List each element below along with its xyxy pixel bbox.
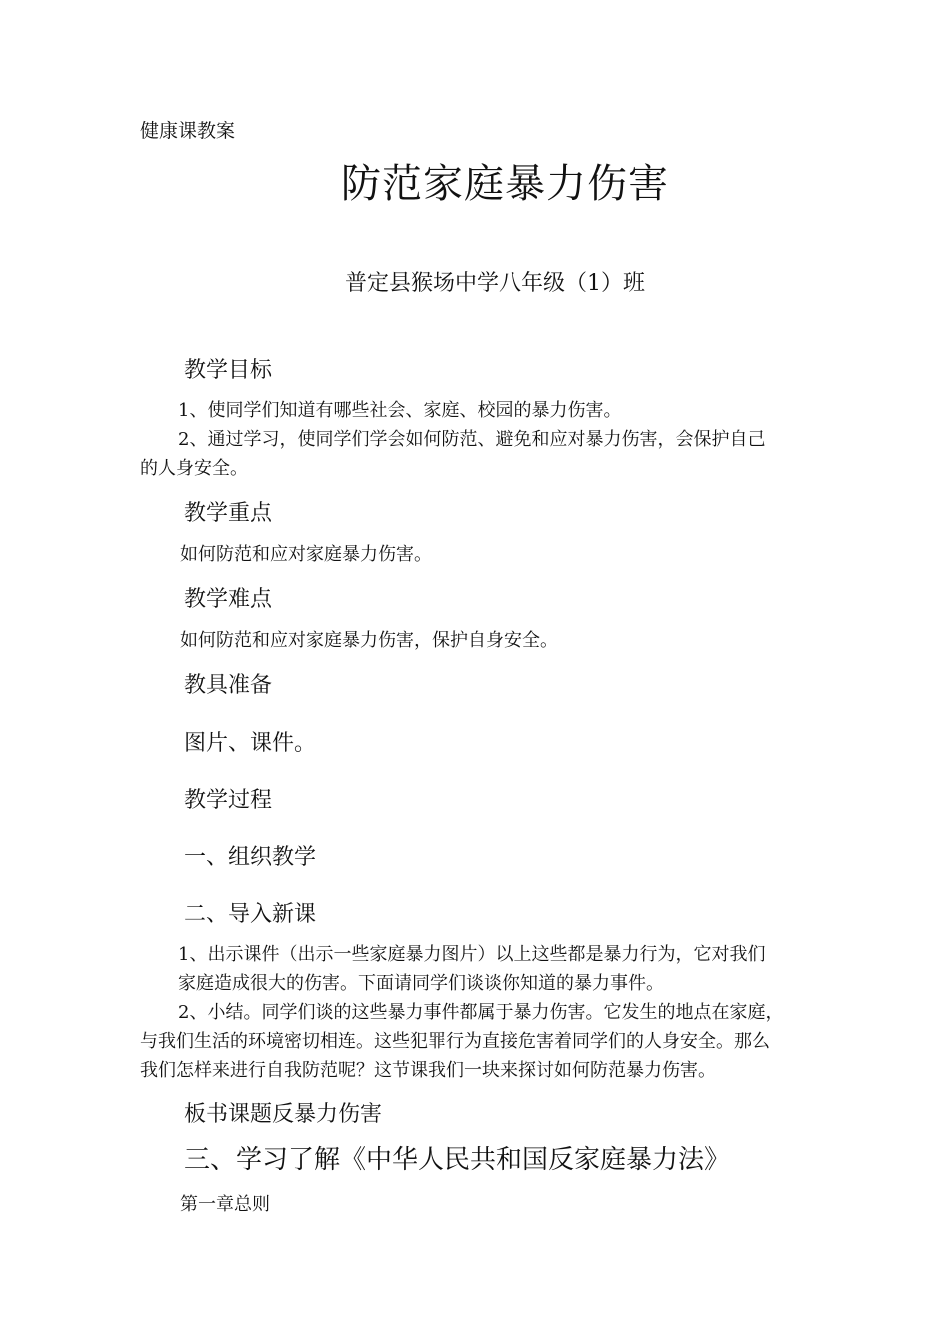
process-step-1: 一、组织教学	[184, 845, 317, 870]
key-point-text: 如何防范和应对家庭暴力伤害。	[180, 544, 432, 565]
intro-p2-line-1: 2、小结。同学们谈的这些暴力事件都属于暴力伤害。它发生的地点在家庭，	[178, 1002, 784, 1023]
header-label: 健康课教案	[140, 120, 236, 142]
chapter-title: 第一章总则	[180, 1194, 270, 1215]
materials-heading: 教具准备	[184, 673, 273, 698]
board-topic: 板书课题反暴力伤害	[184, 1102, 383, 1127]
materials-text: 图片、课件。	[184, 731, 317, 756]
process-step-3: 三、学习了解《中华人民共和国反家庭暴力法》	[184, 1145, 731, 1175]
objective-item-1: 1、使同学们知道有哪些社会、家庭、校园的暴力伤害。	[178, 400, 622, 421]
class-subtitle: 普定县猴场中学八年级（1）班	[345, 271, 645, 296]
objective-item-2-line-1: 2、通过学习，使同学们学会如何防范、避免和应对暴力伤害，会保护自己	[178, 429, 766, 450]
objectives-heading: 教学目标	[184, 358, 273, 383]
objectives-list	[140, 396, 808, 483]
intro-p1-line-2: 家庭造成很大的伤害。下面请同学们谈谈你知道的暴力事件。	[178, 973, 664, 994]
difficulty-text: 如何防范和应对家庭暴力伤害，保护自身安全。	[180, 630, 558, 651]
difficulty-heading: 教学难点	[184, 587, 273, 612]
intro-paragraph-1	[140, 940, 808, 998]
intro-p1-line-1: 1、出示课件（出示一些家庭暴力图片）以上这些都是暴力行为，它对我们	[178, 944, 766, 965]
intro-p2-line-3: 我们怎样来进行自我防范呢？这节课我们一块来探讨如何防范暴力伤害。	[140, 1060, 716, 1081]
document-title: 防范家庭暴力伤害	[341, 161, 669, 207]
objective-item-2-line-2: 的人身安全。	[140, 458, 248, 479]
key-point-heading: 教学重点	[184, 501, 273, 526]
intro-paragraph-2	[140, 998, 808, 1085]
process-heading: 教学过程	[184, 788, 273, 813]
intro-p2-line-2: 与我们生活的环境密切相连。这些犯罪行为直接危害着同学们的人身安全。那么	[140, 1031, 770, 1052]
process-step-2: 二、导入新课	[184, 902, 317, 927]
